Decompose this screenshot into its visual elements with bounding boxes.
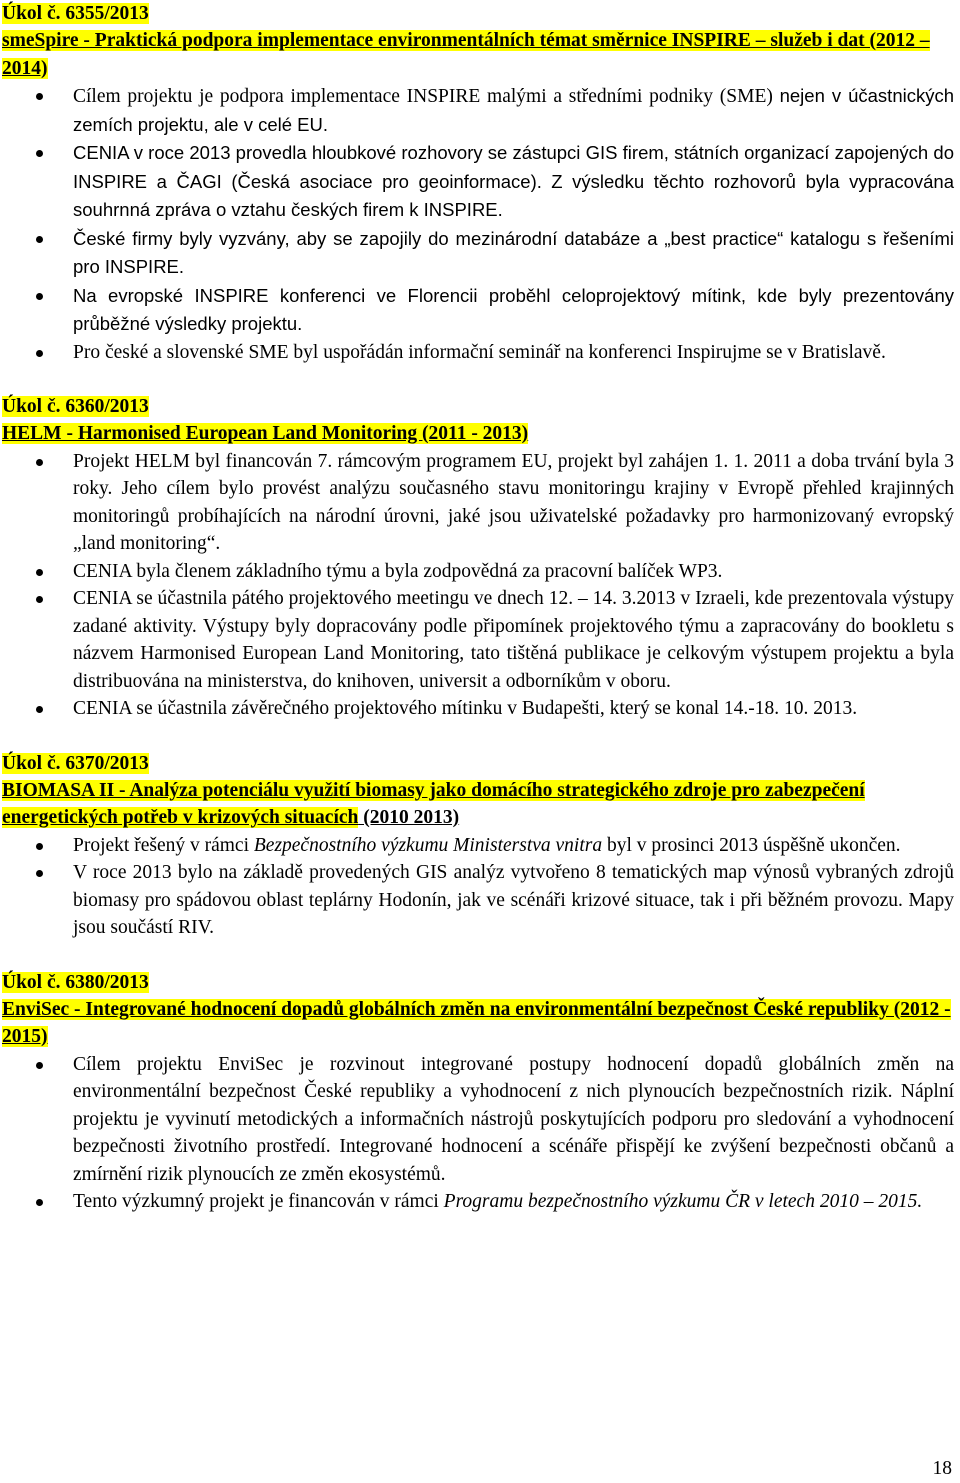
bullet-list [0, 832, 960, 942]
section-title: HELM - Harmonised European Land Monitoring (2011 - 2013) [2, 423, 529, 444]
bullet-icon [36, 596, 43, 603]
bullet-icon [36, 870, 43, 877]
list-item: Projekt HELM byl financován 7. rámcovým programem EU, projekt byl zahájen 1. 1. 2011 a doba trvání byla 3 roky. Jeho cílem bylo provést analýzu současného stavu monitoringu krajiny v Evropě přehled krajinných monitoringů probíhajících na národní úrovni, jaké jsou uživatelské požadavky pro harmonizovaný evropský „land monitoring“. [0, 448, 960, 558]
task-number: Úkol č. 6355/2013 [2, 3, 149, 24]
bullet-icon [36, 1062, 43, 1069]
list-item: CENIA v roce 2013 provedla hloubkové rozhovory se zástupci GIS firem, státních organizací zapojených do INSPIRE a ČAGI (Česká asociace pro geoinformace). Z výsledku těchto rozhovorů byla vypracována souhrnná zpráva o vztahu českých firem k INSPIRE. [0, 139, 960, 225]
section-envisec [0, 969, 960, 1216]
bullet-icon [36, 843, 43, 850]
list-item: CENIA se účastnila závěrečného projektového mítinku v Budapešti, který se konal 14.-18. 10. 2013. [0, 695, 960, 723]
section-smespire [0, 0, 960, 366]
list-item: Pro české a slovenské SME byl uspořádán informační seminář na konferenci Inspirujme se v Bratislavě. [0, 339, 960, 367]
section-title: smeSpire - Praktická podpora implementace environmentálních témat směrnice INSPIRE – služeb i dat (2012 – 2014) [2, 30, 930, 79]
task-number: Úkol č. 6370/2013 [2, 752, 149, 774]
bullet-icon [36, 350, 43, 357]
bullet-list [0, 1051, 960, 1216]
bullet-icon [36, 459, 43, 466]
bullet-icon [36, 569, 43, 576]
section-title: BIOMASA II - Analýza potenciálu využití biomasy jako domácího strategického zdroje pro zabezpečení energetických potřeb v krizových situacích (2010 2013) [2, 779, 865, 828]
list-item: Na evropské INSPIRE konferenci ve Florencii proběhl celoprojektový mítink, kde byly prezentovány průběžné výsledky projektu. [0, 282, 960, 339]
list-item: České firmy byly vyzvány, aby se zapojily do mezinárodní databáze a „best practice“ katalogu s řešeními pro INSPIRE. [0, 225, 960, 282]
section-helm [0, 393, 960, 723]
section-biomasa [0, 750, 960, 942]
bullet-icon [36, 150, 43, 157]
bullet-icon [36, 706, 43, 713]
list-item: Projekt řešený v rámci Bezpečnostního výzkumu Ministerstva vnitra byl v prosinci 2013 úspěšně ukončen. [0, 832, 960, 860]
page-number: 18 [932, 1458, 952, 1479]
list-item: CENIA se účastnila pátého projektového meetingu ve dnech 12. – 14. 3.2013 v Izraeli, kde prezentovala výstupy zadané aktivity. Výstupy byly dopracovány podle připomínek projektového týmu a zapracovány do bookletu s názvem Harmonised European Land Monitoring, tato tištěná publikace je celkovým výstupem projektu a byla distribuována na ministerstva, do knihoven, universit a odborníkům v oboru. [0, 585, 960, 695]
list-item: CENIA byla členem základního týmu a byla zodpovědná za pracovní balíček WP3. [0, 558, 960, 586]
list-item: V roce 2013 bylo na základě provedených GIS analýz vytvořeno 8 tematických map výnosů vybraných zdrojů biomasy pro spádovou oblast teplárny Hodonín, jak ve scénáři krizové situace, tak i při běžném provozu. Mapy jsou součástí RIV. [0, 859, 960, 942]
list-item: Tento výzkumný projekt je financován v rámci Programu bezpečnostního výzkumu ČR v letech 2010 – 2015. [0, 1188, 960, 1216]
list-item: Cílem projektu EnviSec je rozvinout integrované postupy hodnocení dopadů globálních změn na environmentální bezpečnost České republiky a vyhodnocení z nich plynoucích bezpečnostních rizik. Náplní projektu je vyvinutí metodických a informačních nástrojů poskytujících podporu pro sledování a vyhodnocení bezpečnosti životního prostředí. Integrované hodnocení a scénáře přispějí ke zvýšení bezpečnosti občanů a zmírnění rizik plynoucích ze změn ekosystémů. [0, 1051, 960, 1189]
bullet-icon [36, 1199, 43, 1206]
task-number: Úkol č. 6360/2013 [2, 396, 149, 417]
list-item: Cílem projektu je podpora implementace INSPIRE malými a středními podniky (SME) nejen v účastnických zemích projektu, ale v celé EU. [0, 82, 960, 139]
section-title: EnviSec - Integrované hodnocení dopadů globálních změn na environmentální bezpečnost České republiky (2012 - 2015) [2, 998, 951, 1047]
bullet-list [0, 448, 960, 723]
bullet-icon [36, 93, 43, 100]
bullet-list [0, 82, 960, 366]
bullet-icon [36, 293, 43, 300]
bullet-icon [36, 236, 43, 243]
task-number: Úkol č. 6380/2013 [2, 971, 149, 993]
